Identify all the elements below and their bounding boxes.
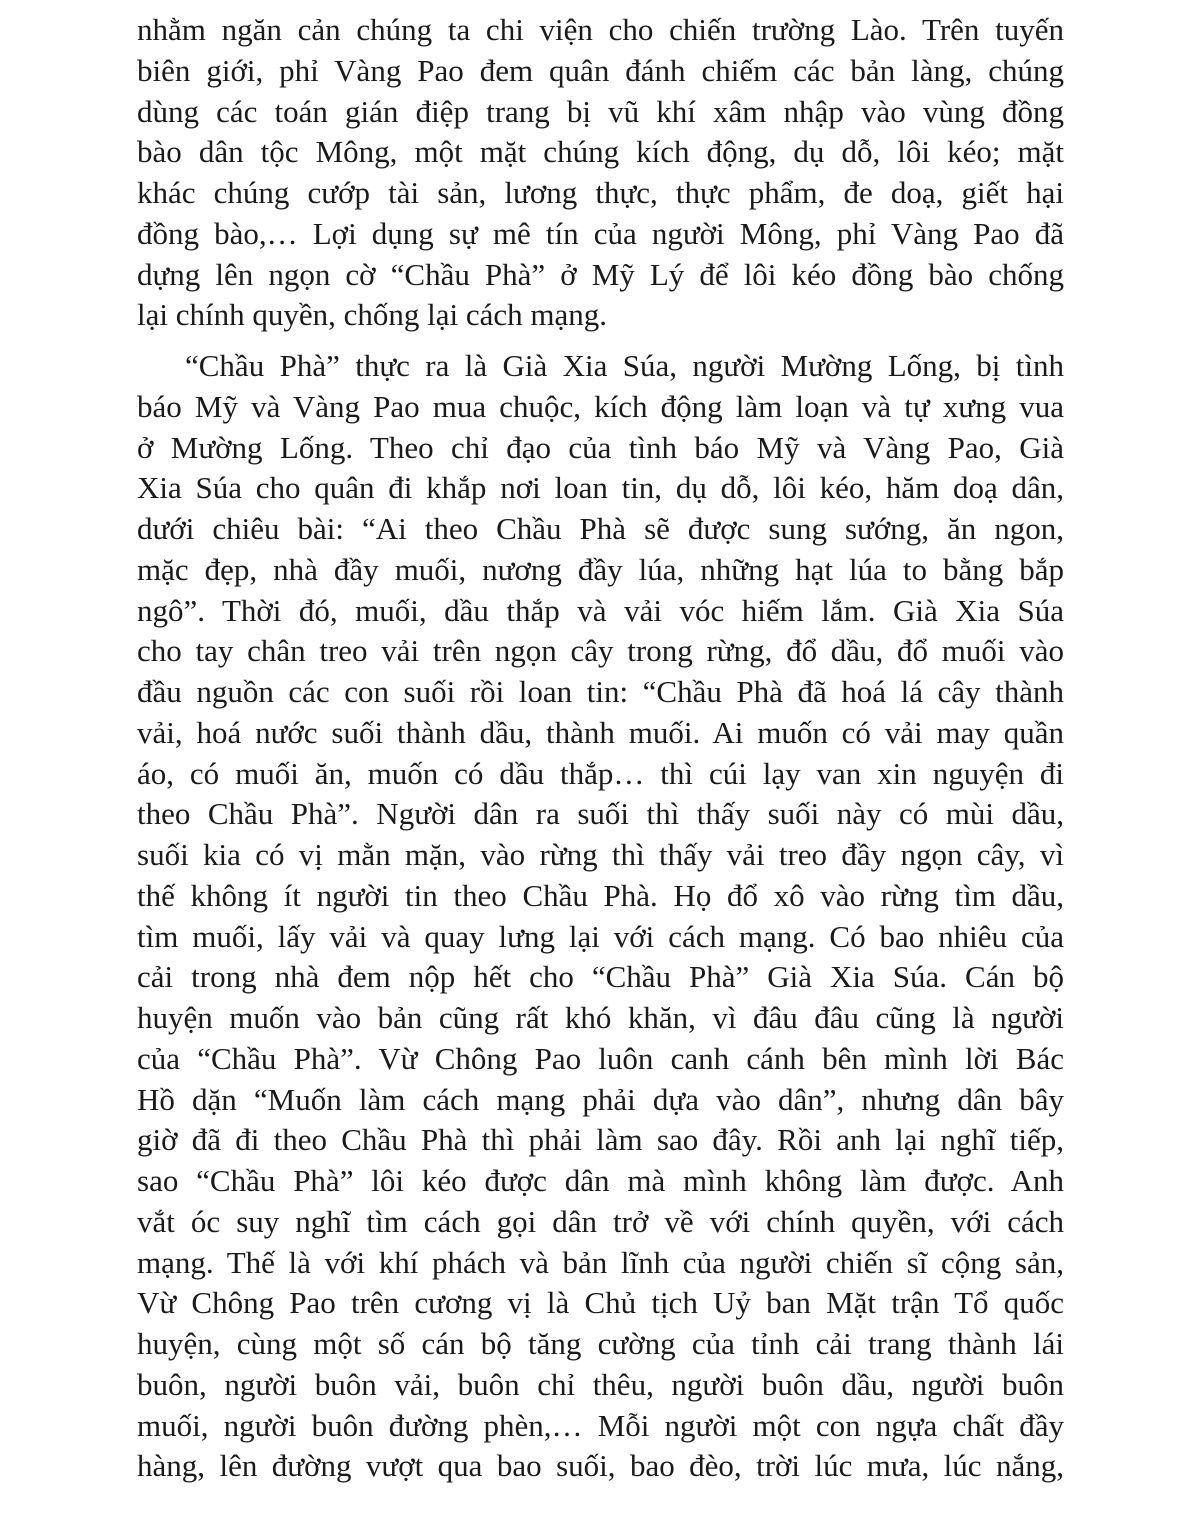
text-line: tìm muối, lấy vải và quay lưng lại với cách mạng. Có bao nhiêu của [137,918,1064,954]
text-line: buôn, người buôn vải, buôn chỉ thêu, người buôn dầu, người buôn [137,1366,1064,1402]
text-line: huyện, cùng một số cán bộ tăng cường của tỉnh cải trang thành lái [137,1326,1064,1361]
text-line: thế không ít người tin theo Chầu Phà. Họ đổ xô vào rừng tìm dầu, [137,877,1064,913]
text-line: giờ đã đi theo Chầu Phà thì phải làm sao đây. Rồi anh lại nghĩ tiếp, [137,1122,1064,1158]
paragraph-1 [137,10,1064,336]
text-line: áo, có muối ăn, muốn có dầu thắp… thì cúi lạy van xin nguyện đi [137,755,1064,791]
text-line: đồng bào,… Lợi dụng sự mê tín của người Mông, phỉ Vàng Pao đã [137,215,1064,251]
text-line: đầu nguồn các con suối rồi loan tin: “Chầu Phà đã hoá lá cây thành [137,674,1064,709]
text-line: nhằm ngăn cản chúng ta chi viện cho chiến trường Lào. Trên tuyến [137,12,1064,47]
text-line: của “Chầu Phà”. Vừ Chông Pao luôn canh cánh bên mình lời Bác [137,1040,1064,1076]
text-line: sao “Chầu Phà” lôi kéo được dân mà mình không làm được. Anh [137,1163,1064,1198]
text-line: Hồ dặn “Muốn làm cách mạng phải dựa vào dân”, nhưng dân bây [137,1081,1064,1117]
text-line: vắt óc suy nghĩ tìm cách gọi dân trở về với chính quyền, với cách [137,1203,1064,1239]
text-line: Vừ Chông Pao trên cương vị là Chủ tịch Uỷ ban Mặt trận Tổ quốc [137,1285,1064,1321]
text-line: muối, người buôn đường phèn,… Mỗi người một con ngựa chất đầy [137,1407,1064,1443]
text-line: vải, hoá nước suối thành dầu, thành muối. Ai muốn có vải may quần [137,714,1064,750]
text-line: dựng lên ngọn cờ “Chầu Phà” ở Mỹ Lý để lôi kéo đồng bào chống [137,256,1064,292]
text-line: biên giới, phỉ Vàng Pao đem quân đánh chiếm các bản làng, chúng [137,52,1064,88]
text-line: “Chầu Phà” thực ra là Già Xia Súa, người Mường Lống, bị tình [185,348,1064,383]
text-line: cho tay chân treo vải trên ngọn cây trong rừng, đổ dầu, đổ muối vào [137,633,1064,669]
text-line: dưới chiêu bài: “Ai theo Chầu Phà sẽ được sung sướng, ăn ngon, [137,511,1064,546]
text-line: huyện muốn vào bản cũng rất khó khăn, vì đâu đâu cũng là người [137,1000,1064,1035]
text-line: Xia Súa cho quân đi khắp nơi loan tin, dụ dỗ, lôi kéo, hăm doạ dân, [137,470,1064,506]
text-line: theo Chầu Phà”. Người dân ra suối thì thấy suối này có mùi dầu, [137,796,1064,832]
text-line: báo Mỹ và Vàng Pao mua chuộc, kích động làm loạn và tự xưng vua [137,388,1064,424]
text-line: hàng, lên đường vượt qua bao suối, bao đèo, trời lúc mưa, lúc nắng, [137,1448,1064,1484]
text-line: khác chúng cướp tài sản, lương thực, thực phẩm, đe doạ, giết hại [137,175,1064,210]
text-line: suối kia có vị mằn mặn, vào rừng thì thấy vải treo đầy ngọn cây, vì [137,837,1064,872]
text-line: ở Mường Lống. Theo chỉ đạo của tình báo Mỹ và Vàng Pao, Già [137,429,1064,465]
text-line: dùng các toán gián điệp trang bị vũ khí xâm nhập vào vùng đồng [137,93,1064,129]
text-line: cải trong nhà đem nộp hết cho “Chầu Phà” Già Xia Súa. Cán bộ [137,959,1064,995]
text-line: bào dân tộc Mông, một mặt chúng kích động, dụ dỗ, lôi kéo; mặt [137,134,1064,170]
text-line: mạng. Thế là với khí phách và bản lĩnh của người chiến sĩ cộng sản, [137,1244,1064,1280]
paragraph-2 [137,346,1064,1487]
document-page [137,10,1064,1487]
text-line: mặc đẹp, nhà đầy muối, nương đầy lúa, những hạt lúa to bằng bắp [137,551,1064,587]
text-line: lại chính quyền, chống lại cách mạng. [137,297,608,333]
text-line: ngô”. Thời đó, muối, dầu thắp và vải vóc hiếm lắm. Già Xia Súa [137,592,1064,628]
